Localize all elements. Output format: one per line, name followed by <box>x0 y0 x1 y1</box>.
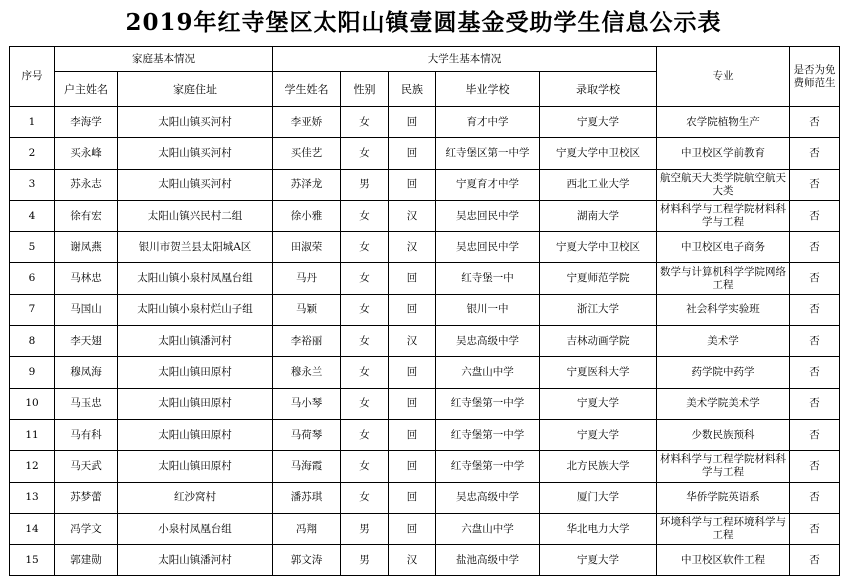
cell-student-name: 苏泽龙 <box>273 169 341 200</box>
header-ethnicity: 民族 <box>389 72 436 107</box>
header-admit-school: 录取学校 <box>540 72 657 107</box>
table-row <box>10 451 840 482</box>
cell-free-normal: 否 <box>790 388 840 419</box>
header-student-group: 大学生基本情况 <box>273 47 657 72</box>
cell-free-normal: 否 <box>790 107 840 138</box>
table-row <box>10 482 840 513</box>
cell-gender: 男 <box>341 169 389 200</box>
cell-major: 中卫校区电子商务 <box>657 232 790 263</box>
cell-seq: 2 <box>10 138 55 169</box>
cell-grad-school: 六盘山中学 <box>436 513 540 544</box>
cell-address: 太阳山镇小泉村凤凰台组 <box>118 263 273 294</box>
cell-grad-school: 六盘山中学 <box>436 357 540 388</box>
cell-admit-school: 宁夏大学 <box>540 388 657 419</box>
cell-student-name: 郭文涛 <box>273 545 341 576</box>
cell-gender: 女 <box>341 482 389 513</box>
cell-student-name: 徐小雅 <box>273 200 341 231</box>
cell-admit-school: 华北电力大学 <box>540 513 657 544</box>
cell-major: 材料科学与工程学院材料科学与工程 <box>657 200 790 231</box>
cell-student-name: 马颖 <box>273 294 341 325</box>
table-row <box>10 294 840 325</box>
page-title: 2019年红寺堡区太阳山镇壹圆基金受助学生信息公示表 <box>125 9 722 36</box>
cell-student-name: 马海霞 <box>273 451 341 482</box>
cell-major: 社会科学实验班 <box>657 294 790 325</box>
table-row <box>10 232 840 263</box>
cell-address: 太阳山镇买河村 <box>118 138 273 169</box>
cell-gender: 女 <box>341 451 389 482</box>
cell-student-name: 田淑荣 <box>273 232 341 263</box>
cell-ethnicity: 汉 <box>389 326 436 357</box>
cell-ethnicity: 汉 <box>389 200 436 231</box>
cell-admit-school: 宁夏大学中卫校区 <box>540 138 657 169</box>
cell-student-name: 李亚娇 <box>273 107 341 138</box>
cell-seq: 8 <box>10 326 55 357</box>
header-free-normal: 是否为免费师范生 <box>790 47 840 107</box>
cell-admit-school: 宁夏医科大学 <box>540 357 657 388</box>
table-row <box>10 200 840 231</box>
cell-householder: 徐有宏 <box>55 200 118 231</box>
cell-householder: 马天武 <box>55 451 118 482</box>
cell-gender: 女 <box>341 388 389 419</box>
cell-free-normal: 否 <box>790 482 840 513</box>
cell-seq: 12 <box>10 451 55 482</box>
cell-free-normal: 否 <box>790 357 840 388</box>
cell-grad-school: 宁夏育才中学 <box>436 169 540 200</box>
cell-grad-school: 红寺堡一中 <box>436 263 540 294</box>
cell-free-normal: 否 <box>790 326 840 357</box>
cell-seq: 3 <box>10 169 55 200</box>
cell-grad-school: 盐池高级中学 <box>436 545 540 576</box>
table-row <box>10 326 840 357</box>
cell-address: 太阳山镇买河村 <box>118 107 273 138</box>
cell-gender: 男 <box>341 545 389 576</box>
cell-major: 中卫校区软件工程 <box>657 545 790 576</box>
header-family-group: 家庭基本情况 <box>55 47 273 72</box>
cell-seq: 9 <box>10 357 55 388</box>
cell-admit-school: 西北工业大学 <box>540 169 657 200</box>
header-householder: 户主姓名 <box>55 72 118 107</box>
cell-gender: 女 <box>341 200 389 231</box>
cell-householder: 苏永志 <box>55 169 118 200</box>
cell-student-name: 马荷琴 <box>273 419 341 450</box>
cell-ethnicity: 回 <box>389 419 436 450</box>
cell-student-name: 穆永兰 <box>273 357 341 388</box>
cell-ethnicity: 回 <box>389 388 436 419</box>
cell-gender: 女 <box>341 294 389 325</box>
cell-address: 银川市贺兰县太阳城A区 <box>118 232 273 263</box>
cell-householder: 李天翅 <box>55 326 118 357</box>
cell-admit-school: 吉林动画学院 <box>540 326 657 357</box>
cell-ethnicity: 回 <box>389 357 436 388</box>
cell-householder: 谢凤燕 <box>55 232 118 263</box>
cell-major: 环境科学与工程环境科学与工程 <box>657 513 790 544</box>
cell-free-normal: 否 <box>790 263 840 294</box>
cell-free-normal: 否 <box>790 419 840 450</box>
header-address: 家庭住址 <box>118 72 273 107</box>
cell-admit-school: 宁夏大学 <box>540 419 657 450</box>
cell-admit-school: 厦门大学 <box>540 482 657 513</box>
cell-gender: 女 <box>341 138 389 169</box>
header-grad-school: 毕业学校 <box>436 72 540 107</box>
cell-ethnicity: 回 <box>389 294 436 325</box>
cell-householder: 买永峰 <box>55 138 118 169</box>
cell-gender: 女 <box>341 326 389 357</box>
cell-seq: 1 <box>10 107 55 138</box>
cell-grad-school: 红寺堡第一中学 <box>436 419 540 450</box>
cell-seq: 15 <box>10 545 55 576</box>
cell-ethnicity: 回 <box>389 107 436 138</box>
cell-seq: 6 <box>10 263 55 294</box>
cell-admit-school: 宁夏师范学院 <box>540 263 657 294</box>
cell-major: 数学与计算机科学学院网络工程 <box>657 263 790 294</box>
cell-seq: 13 <box>10 482 55 513</box>
cell-gender: 女 <box>341 263 389 294</box>
cell-seq: 10 <box>10 388 55 419</box>
cell-seq: 14 <box>10 513 55 544</box>
cell-householder: 苏梦蕾 <box>55 482 118 513</box>
table-row <box>10 388 840 419</box>
cell-free-normal: 否 <box>790 232 840 263</box>
cell-seq: 4 <box>10 200 55 231</box>
cell-student-name: 冯翔 <box>273 513 341 544</box>
cell-major: 中卫校区学前教育 <box>657 138 790 169</box>
cell-address: 太阳山镇潘河村 <box>118 326 273 357</box>
cell-major: 农学院植物生产 <box>657 107 790 138</box>
cell-admit-school: 湖南大学 <box>540 200 657 231</box>
cell-gender: 女 <box>341 419 389 450</box>
cell-admit-school: 宁夏大学中卫校区 <box>540 232 657 263</box>
cell-address: 太阳山镇潘河村 <box>118 545 273 576</box>
cell-seq: 5 <box>10 232 55 263</box>
cell-address: 小泉村凤凰台组 <box>118 513 273 544</box>
cell-gender: 女 <box>341 357 389 388</box>
cell-address: 太阳山镇田原村 <box>118 388 273 419</box>
cell-gender: 女 <box>341 107 389 138</box>
cell-address: 太阳山镇田原村 <box>118 357 273 388</box>
cell-householder: 马有科 <box>55 419 118 450</box>
table-row <box>10 263 840 294</box>
cell-grad-school: 吴忠高级中学 <box>436 326 540 357</box>
cell-ethnicity: 回 <box>389 138 436 169</box>
cell-free-normal: 否 <box>790 169 840 200</box>
cell-major: 航空航天大类学院航空航天大类 <box>657 169 790 200</box>
cell-seq: 11 <box>10 419 55 450</box>
aid-recipients-table <box>9 46 840 576</box>
cell-grad-school: 银川一中 <box>436 294 540 325</box>
cell-student-name: 马小琴 <box>273 388 341 419</box>
cell-grad-school: 吴忠高级中学 <box>436 482 540 513</box>
table-row <box>10 545 840 576</box>
cell-major: 美术学院美术学 <box>657 388 790 419</box>
cell-ethnicity: 汉 <box>389 545 436 576</box>
cell-free-normal: 否 <box>790 545 840 576</box>
cell-major: 美术学 <box>657 326 790 357</box>
header-gender: 性别 <box>341 72 389 107</box>
cell-householder: 郭建勋 <box>55 545 118 576</box>
cell-free-normal: 否 <box>790 138 840 169</box>
table-row <box>10 513 840 544</box>
cell-student-name: 买佳艺 <box>273 138 341 169</box>
cell-address: 太阳山镇田原村 <box>118 451 273 482</box>
cell-ethnicity: 回 <box>389 169 436 200</box>
cell-major: 少数民族预科 <box>657 419 790 450</box>
cell-gender: 女 <box>341 232 389 263</box>
table-row <box>10 138 840 169</box>
cell-student-name: 马丹 <box>273 263 341 294</box>
cell-address: 太阳山镇田原村 <box>118 419 273 450</box>
cell-householder: 马玉忠 <box>55 388 118 419</box>
cell-free-normal: 否 <box>790 294 840 325</box>
table-row <box>10 169 840 200</box>
cell-seq: 7 <box>10 294 55 325</box>
cell-address: 太阳山镇买河村 <box>118 169 273 200</box>
cell-admit-school: 浙江大学 <box>540 294 657 325</box>
cell-major: 材料科学与工程学院材料科学与工程 <box>657 451 790 482</box>
table-row <box>10 357 840 388</box>
header-major: 专业 <box>657 47 790 107</box>
cell-householder: 穆凤海 <box>55 357 118 388</box>
cell-free-normal: 否 <box>790 200 840 231</box>
cell-householder: 马林忠 <box>55 263 118 294</box>
cell-major: 药学院中药学 <box>657 357 790 388</box>
cell-ethnicity: 回 <box>389 513 436 544</box>
cell-grad-school: 红寺堡区第一中学 <box>436 138 540 169</box>
cell-grad-school: 吴忠回民中学 <box>436 200 540 231</box>
cell-ethnicity: 回 <box>389 263 436 294</box>
cell-free-normal: 否 <box>790 451 840 482</box>
cell-grad-school: 红寺堡第一中学 <box>436 388 540 419</box>
cell-admit-school: 宁夏大学 <box>540 545 657 576</box>
cell-student-name: 潘苏琪 <box>273 482 341 513</box>
cell-admit-school: 北方民族大学 <box>540 451 657 482</box>
table-row <box>10 419 840 450</box>
cell-ethnicity: 回 <box>389 482 436 513</box>
cell-address: 太阳山镇小泉村烂山子组 <box>118 294 273 325</box>
header-seq: 序号 <box>10 47 55 107</box>
cell-ethnicity: 回 <box>389 451 436 482</box>
cell-householder: 马国山 <box>55 294 118 325</box>
cell-householder: 李海学 <box>55 107 118 138</box>
cell-student-name: 李裕丽 <box>273 326 341 357</box>
cell-address: 红沙窝村 <box>118 482 273 513</box>
table-row <box>10 107 840 138</box>
cell-admit-school: 宁夏大学 <box>540 107 657 138</box>
cell-grad-school: 吴忠回民中学 <box>436 232 540 263</box>
cell-grad-school: 育才中学 <box>436 107 540 138</box>
cell-free-normal: 否 <box>790 513 840 544</box>
cell-address: 太阳山镇兴民村二组 <box>118 200 273 231</box>
cell-ethnicity: 汉 <box>389 232 436 263</box>
cell-major: 华侨学院英语系 <box>657 482 790 513</box>
cell-grad-school: 红寺堡第一中学 <box>436 451 540 482</box>
cell-householder: 冯学文 <box>55 513 118 544</box>
cell-gender: 男 <box>341 513 389 544</box>
header-student-name: 学生姓名 <box>273 72 341 107</box>
